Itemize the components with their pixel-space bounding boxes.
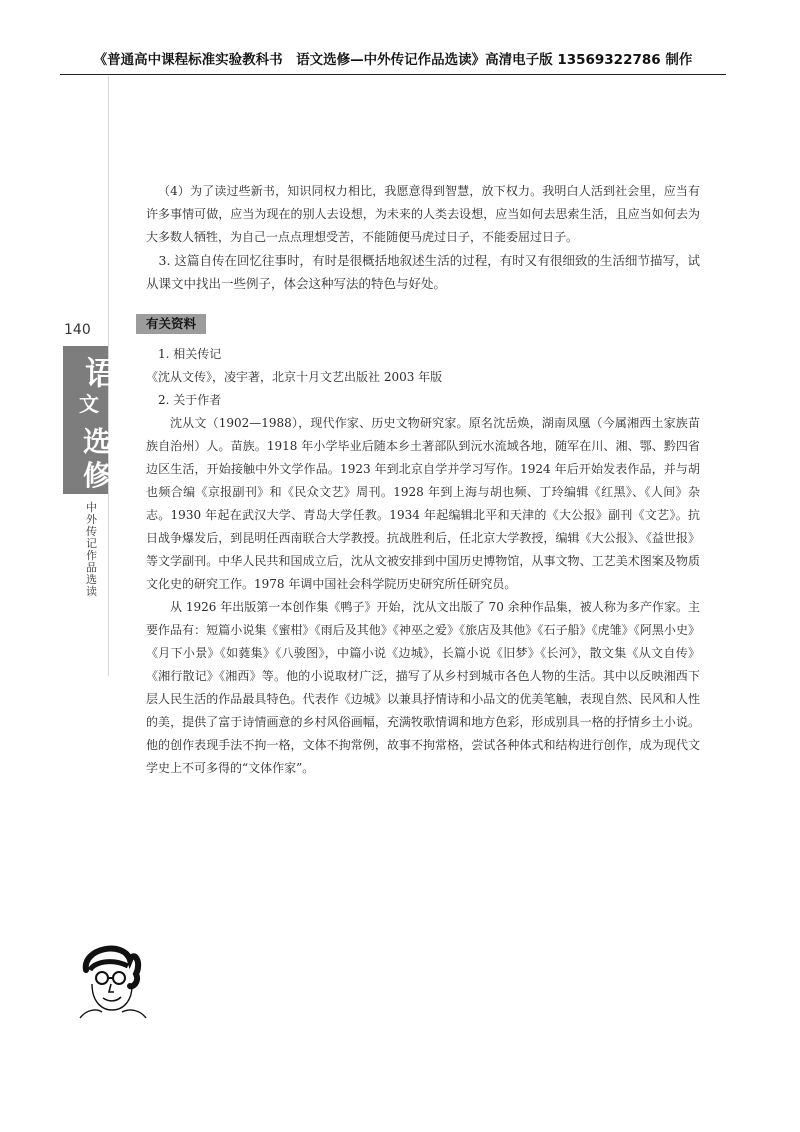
page-number: 140 [64,322,91,338]
side-tab-char: 语 [85,354,118,392]
page-header [60,48,726,75]
side-tab-char: 文 [79,392,99,416]
section-label: 有关资料 [136,314,206,334]
question-4: （4）为了读过些新书，知识同权力相比，我愿意得到智慧，放下权力。我明白人活到社会里，应当有许多事情可做，应当为现在的别人去设想，为未来的人类去设想，应当如何去思索生活，且应当如何去为大多数人牺牲，为自己一点点理想受苦，不能随便马虎过日子，不能委屈过日子。 [146,184,700,244]
author-paragraph-1: 沈从文（1902—1988），现代作家、历史文物研究家。原名沈岳焕，湖南凤凰（今属湘西土家族苗族自治州）人。苗族。1918 年小学毕业后随本乡土著部队到沅水流域各地，随军在川、湘、鄂、黔四省边区生活，开始接触中外文学作品。1923 年到北京自学并学习写作。1924 年后开始发表作品，并与胡也频合编《京报副刊》和《民众文艺》周刊。1928 年到上海与胡也频、丁玲编辑《红黑》、《人间》杂志。1930 年起在武汉大学、青岛大学任教。1934 年起编辑北平和天津的《大公报》副刊《文艺》。抗日战争爆发后，到昆明任西南联合大学教授。抗战胜利后，任北京大学教授，编辑《大公报》、《益世报》等文学副刊。中华人民共和国成立后，沈从文被安排到中国历史博物馆，从事文物、工艺美术图案及物质文化史的研究工作。1978 年调中国社会科学院历史研究所任研究员。 [146,416,700,591]
item-1-text: 《沈从文传》，凌宇著，北京十月文艺出版社 2003 年版 [146,370,443,384]
side-tab [63,346,118,494]
reference-block [146,343,700,780]
side-tab-char: 选 [83,425,112,458]
side-tab-char: 修 [83,459,112,492]
item-1-title: 1. 相关传记 [158,347,222,361]
author-paragraph-2: 从 1926 年出版第一本创作集《鸭子》开始，沈从文出版了 70 余种作品集，被人称为多产作家。主要作品有：短篇小说集《蜜柑》《雨后及其他》《神巫之爱》《旅店及其他》《石子船》《虎雏》《阿黑小史》《月下小景》《如蕤集》《八骏图》，中篇小说《边城》，长篇小说《旧梦》《长河》，散文集《从文自传》《湘行散记》《湘西》等。他的小说取材广泛，描写了从乡村到城市各色人物的生活。其中以反映湘西下层人民生活的作品最具特色。代表作《边城》以兼具抒情诗和小品文的优美笔触，表现自然、民风和人性的美，提供了富于诗情画意的乡村风俗画幅，充满牧歌情调和地方色彩，形成别具一格的抒情乡土小说。他的创作表现手法不拘一格，文体不拘常例，故事不拘常格，尝试各种体式和结构进行创作，成为现代文学史上不可多得的“文体作家”。 [146,600,700,775]
questions-block [146,180,700,295]
side-tab-subtitle: 中外传记作品选读 [86,501,97,598]
question-3: 3. 这篇自传在回忆往事时，有时是很概括地叙述生活的过程，有时又有很细致的生活细节描写，试从课文中找出一些例子，体会这种写法的特色与好处。 [146,253,700,291]
author-portrait-sketch [72,940,150,1020]
item-2-title: 2. 关于作者 [158,393,222,407]
header-text: 《普通高中课程标准实验教科书 语文选修—中外传记作品选读》高清电子版 13569322786 制作 [93,52,693,68]
